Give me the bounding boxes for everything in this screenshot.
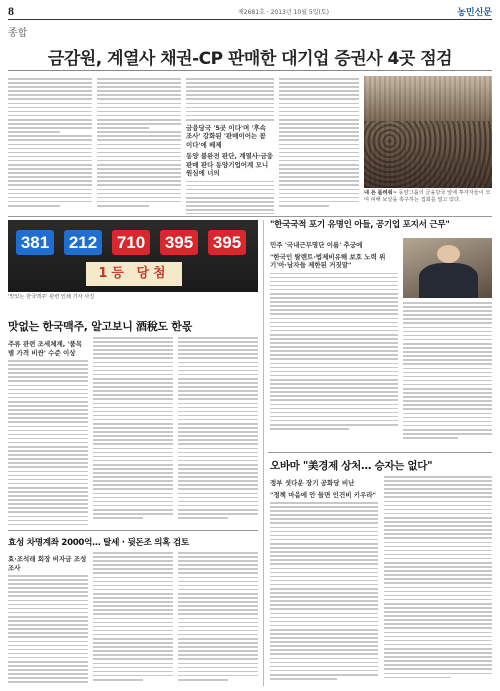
beer-article-col-2 (93, 337, 173, 525)
osama-article-col-2 (384, 476, 492, 686)
portrait-suit (419, 263, 478, 298)
main-subhead-1: 금융당국 '5곳 이다'며 '후속 조사' 강화된 '판매이어는 꼼 이다'에 배제 (186, 123, 267, 149)
section-label: 종합 (8, 28, 28, 39)
protest-crowd-photo (364, 76, 492, 188)
main-article-col-3 (186, 78, 274, 214)
osama-headline: 오바마 "美경제 상처… 승자는 없다" (270, 460, 433, 472)
main-article-col-1 (8, 78, 92, 214)
lotto-ball-3: 710 (112, 230, 150, 255)
main-article-col-2 (97, 78, 181, 214)
portrait-face (437, 245, 460, 263)
main-headline: 금감원, 계열사 채권-CP 판매한 대기업 증권사 4곳 점검 (47, 49, 453, 69)
tax-headline: 효성 차명계좌 2000억… 탈세 · 뒷돈조 의혹 검토 (8, 538, 189, 548)
osama-article-col-1 (270, 476, 378, 686)
lotto-ball-5: 395 (208, 230, 246, 255)
caption-text: 동양그룹의 금융당국 앞에 투자자들이 모여 피해 보상을 촉구하는 집회를 열고 있다. (364, 190, 491, 203)
section-divider-3 (8, 530, 258, 531)
paper-name: 농민신문 (457, 8, 492, 18)
page-number: 8 (8, 4, 14, 18)
interview-subhead-2: "한국인 탈렌트·법제비유해 보호 노력 위기'아·남자들 제한된 거짓말" (270, 252, 386, 269)
main-article-col-4 (279, 78, 359, 214)
osama-subhead-1: 정부 셧다운 장기 공화당 비난 (270, 479, 355, 487)
beer-subhead: 주류 관련 조세체계, '품목별 가격 비싼' 수준 이상 (8, 340, 83, 357)
lotto-photo (8, 220, 258, 292)
caption-bold: 내 돈 돌려줘~ (364, 190, 398, 196)
beer-article-col-1 (8, 337, 88, 525)
interview-subhead-1: 민주 '국내근무명단 이름' 추궁에 (270, 241, 363, 249)
tax-subhead: 효·조석래 회장 비자금 조성 조사 (8, 555, 87, 572)
lotto-ball-2: 212 (64, 230, 102, 255)
osama-subhead-2: "정책 마음에 안 들면 인건비 키우라" (270, 490, 376, 499)
interview-article-col-2 (403, 302, 492, 446)
jackpot-banner: 1등 당첨 (86, 262, 182, 286)
protest-photo-caption (364, 190, 492, 204)
beer-headline: 맛없는 한국맥주, 알고보니 酒稅도 한몫 (8, 320, 192, 333)
masthead (8, 4, 492, 18)
section-divider-2 (268, 452, 492, 453)
interview-portrait-photo (403, 238, 492, 298)
section-divider-1 (8, 216, 492, 217)
masthead-rule (8, 19, 492, 20)
issue-info: 제2681호 · 2013년 10월 5일(토) (238, 9, 329, 16)
headline-rule (8, 70, 492, 71)
main-subhead-2: 동양 불완전 판단, 계열사·금융판매 판다 동양기업어계 모니 원심에 너의 (186, 152, 274, 178)
tax-article-col-3 (178, 552, 258, 686)
column-divider (263, 220, 264, 686)
beer-article-col-3 (178, 337, 258, 525)
lotto-ball-1: 381 (16, 230, 54, 255)
lotto-ball-4: 395 (160, 230, 198, 255)
interview-headline: "한국국적 포기 유명인 아들, 공기업 포지서 근무" (270, 220, 450, 230)
tax-article-col-2 (93, 552, 173, 686)
interview-article-col-1 (270, 238, 398, 446)
lotto-caption: '맛있는 한국맥주' 관련 인쇄 기사 사진 (8, 294, 95, 300)
tax-article-col-1 (8, 552, 88, 686)
